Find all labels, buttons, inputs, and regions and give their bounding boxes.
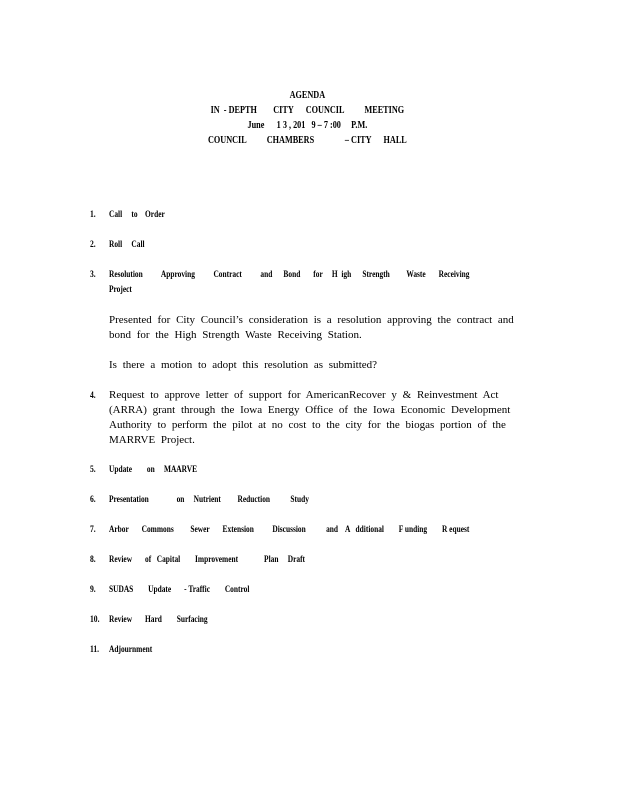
text-line: Request to approve letter of support for AmericanRecover y & Reinvestment Act: [109, 389, 499, 401]
agenda-item-resolution: Resolution Approving Contract and Bond for H igh Strength Waste Receiving: [109, 270, 470, 280]
agenda-title: AGENDA: [289, 90, 326, 101]
item-number: 8.: [90, 555, 96, 565]
text-line: (ARRA) grant through the Iowa Energy Office of the Iowa Economic Development: [109, 404, 511, 416]
item-number: 10.: [90, 615, 100, 625]
resolution-description: [109, 313, 514, 343]
agenda-item-arbor-commons: Arbor Commons Sewer Extension Discussion and A dditional F unding R equest: [109, 525, 470, 535]
item-number: 1.: [90, 210, 96, 220]
agenda-item-call-to-order: Call to Order: [109, 210, 165, 220]
agenda-item-hard-surfacing: Review Hard Surfacing: [109, 615, 208, 625]
meeting-name: IN - DEPTH CITY COUNCIL MEETING: [210, 105, 405, 116]
motion-question: Is there a motion to adopt this resolution as submitted?: [109, 359, 378, 371]
item-number: 9.: [90, 585, 96, 595]
agenda-item-arra-request: [109, 388, 514, 448]
item-number: 3.: [90, 270, 96, 280]
text-line: Presented for City Council’s consideration is a resolution approving the contract and: [109, 314, 514, 326]
item-number: 5.: [90, 465, 96, 475]
meeting-location: COUNCIL CHAMBERS – CITY HALL: [207, 135, 407, 146]
text-line: Authority to perform the pilot at no cost to the city for the biogas portion of the: [109, 419, 506, 431]
item-number: 11.: [90, 645, 100, 655]
agenda-item-capital-plan: Review of Capital Improvement Plan Draft: [109, 555, 306, 565]
item-number: 4.: [90, 391, 96, 401]
agenda-item-adjournment: Adjournment: [109, 645, 153, 655]
text-line: MARRVE Project.: [109, 434, 195, 446]
agenda-item-roll-call: Roll Call: [109, 240, 145, 250]
agenda-item-nutrient-study: Presentation on Nutrient Reduction Study: [109, 495, 309, 505]
agenda-item-sudas-update: SUDAS Update - Traffic Control: [109, 585, 250, 595]
agenda-item-maarve-update: Update on MAARVE: [109, 465, 198, 475]
item-number: 7.: [90, 525, 96, 535]
text-line: bond for the High Strength Waste Receiving Station.: [109, 329, 362, 341]
meeting-date-time: June 1 3 , 201 9 – 7 :00 P.M.: [247, 120, 368, 131]
item-number: 2.: [90, 240, 96, 250]
item-number: 6.: [90, 495, 96, 505]
agenda-item-resolution-line2: Project: [109, 285, 132, 295]
